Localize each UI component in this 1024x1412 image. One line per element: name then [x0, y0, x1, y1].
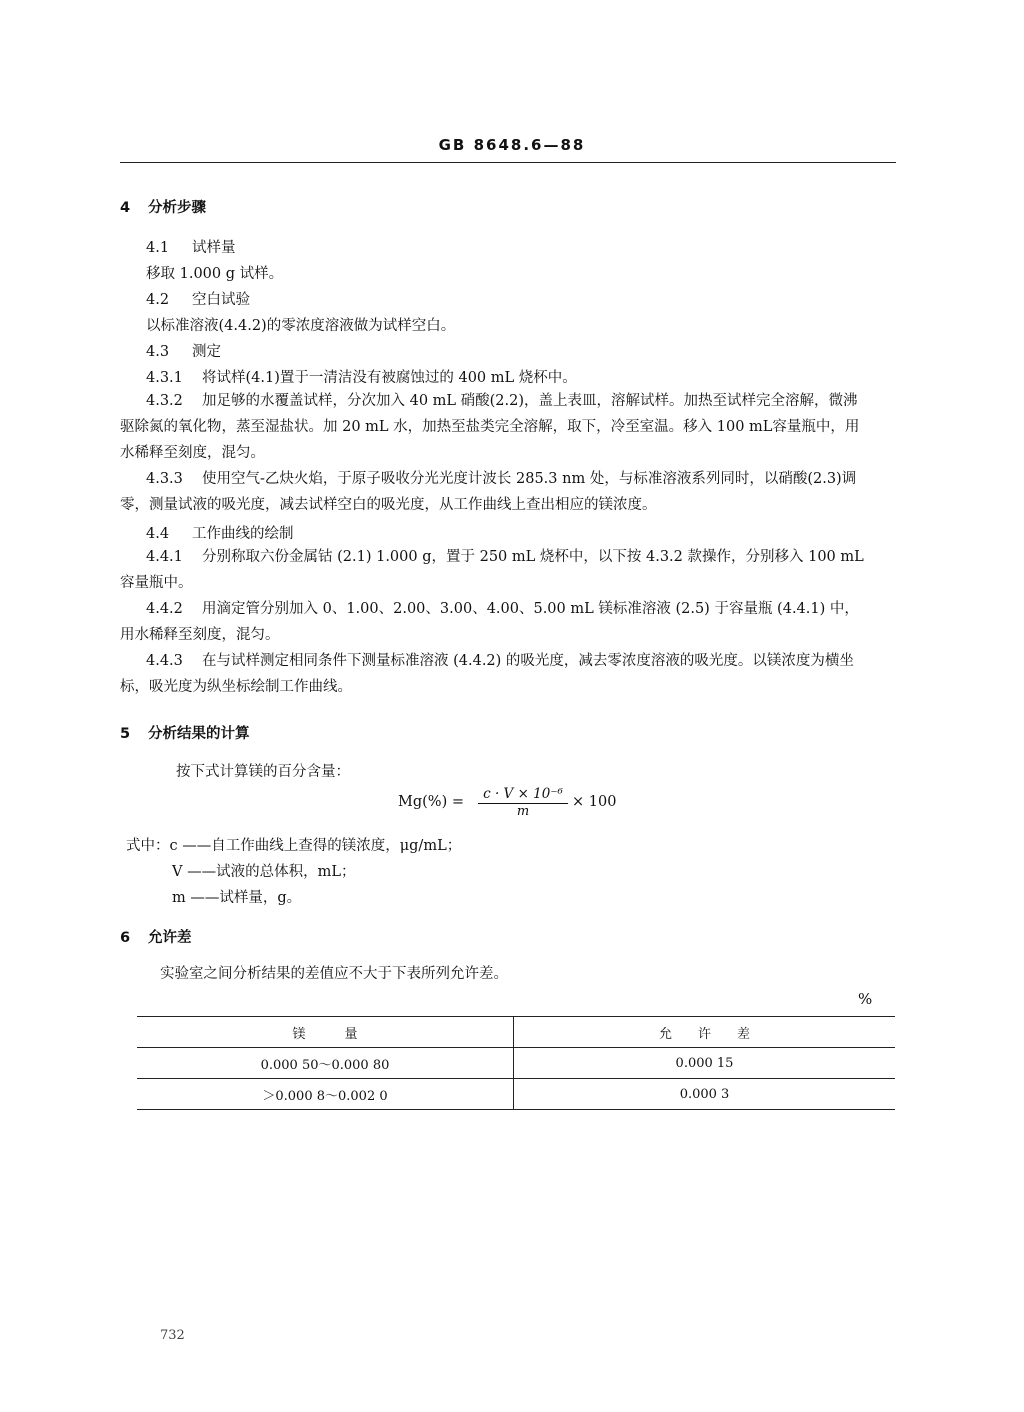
table-cell: 0.000 15 — [514, 1048, 896, 1079]
section-4-3-1 — [146, 366, 577, 387]
section-4-4-2 — [120, 596, 868, 648]
table-cell: ＞0.000 8～0.002 0 — [137, 1079, 514, 1110]
section-title: 工作曲线的绘制 — [192, 526, 294, 542]
section-number: 4.3.1 — [146, 370, 183, 386]
section-title: 空白试验 — [192, 292, 250, 308]
section-title: 试样量 — [192, 240, 236, 256]
table-header-cell: 允 许 差 — [514, 1017, 896, 1048]
section-number: 4.3.3 — [146, 471, 183, 487]
section-title: 分析步骤 — [148, 200, 206, 216]
section-number: 4.3.2 — [146, 393, 183, 409]
section-text: 将试样(4.1)置于一清洁没有被腐蚀过的 400 mL 烧杯中。 — [202, 370, 577, 386]
section-number: 6 — [120, 930, 131, 946]
formula-where-line-2: V ——试液的总体积，mL； — [172, 864, 356, 880]
formula-tail: × 100 — [572, 794, 617, 810]
table-row — [137, 1079, 895, 1110]
section-4-4-3 — [120, 648, 868, 700]
section-4-3-2 — [120, 388, 868, 466]
section-number: 5 — [120, 726, 131, 742]
formula-numerator: c · V × 10⁻⁶ — [478, 786, 568, 804]
section-4-2-heading — [146, 288, 250, 309]
table-cell: 0.000 3 — [514, 1079, 896, 1110]
header-rule — [120, 162, 896, 163]
formula-lhs: Mg(%) = — [398, 794, 464, 810]
section-4-1-text: 移取 1.000 g 试样。 — [146, 266, 284, 282]
section-text: 使用空气-乙炔火焰，于原子吸收分光光度计波长 285.3 nm 处，与标准溶液系列同时，以硝酸(2.3)调零，测量试液的吸光度，减去试样空白的吸光度，从工作曲线上查出相应的镁浓度。 — [120, 471, 857, 513]
section-number: 4.4 — [146, 526, 170, 542]
formula-fraction — [478, 786, 568, 819]
section-4-2-text: 以标准溶液(4.4.2)的零浓度溶液做为试样空白。 — [146, 318, 456, 334]
table-unit: % — [858, 990, 873, 1008]
table-row — [137, 1048, 895, 1079]
formula-where-line-1: 式中：c ——自工作曲线上查得的镁浓度，μg/mL； — [126, 838, 462, 854]
section-number: 4 — [120, 200, 131, 216]
section-6-intro: 实验室之间分析结果的差值应不大于下表所列允许差。 — [160, 966, 508, 982]
page-header-title: GB 8648.6—88 — [438, 136, 586, 154]
section-title: 分析结果的计算 — [148, 726, 250, 742]
section-5-heading — [120, 722, 250, 743]
section-4-4-1 — [120, 544, 868, 596]
section-title: 测定 — [192, 344, 221, 360]
section-number: 4.4.1 — [146, 549, 183, 565]
section-text: 在与试样测定相同条件下测量标准溶液 (4.4.2) 的吸光度，减去零浓度溶液的吸光度。以镁浓度为横坐标，吸光度为纵坐标绘制工作曲线。 — [120, 653, 854, 695]
section-4-heading — [120, 196, 206, 217]
section-4-3-heading — [146, 340, 221, 361]
formula-denominator: m — [516, 804, 530, 819]
table-header-row — [137, 1017, 895, 1048]
section-text: 用滴定管分别加入 0、1.00、2.00、3.00、4.00、5.00 mL 镁标准溶液 (2.5) 于容量瓶 (4.4.1) 中，用水稀释至刻度，混匀。 — [120, 601, 859, 643]
table-cell: 0.000 50～0.000 80 — [137, 1048, 514, 1079]
section-number: 4.3 — [146, 344, 170, 360]
formula-where-line-3: m ——试样量，g。 — [172, 890, 302, 906]
section-number: 4.2 — [146, 292, 170, 308]
section-text: 分别称取六份金属钴 (2.1) 1.000 g，置于 250 mL 烧杯中，以下按 4.3.2 款操作，分别移入 100 mL 容量瓶中。 — [120, 549, 864, 591]
section-6-heading — [120, 926, 192, 947]
section-4-3-3 — [120, 466, 868, 518]
tolerance-table — [137, 1016, 895, 1110]
section-4-1-heading — [146, 236, 236, 257]
table-header-cell: 镁 量 — [137, 1017, 514, 1048]
section-4-4-heading — [146, 522, 294, 543]
section-number: 4.4.2 — [146, 601, 183, 617]
section-number: 4.1 — [146, 240, 170, 256]
section-number: 4.4.3 — [146, 653, 183, 669]
page-number: 732 — [160, 1328, 185, 1343]
section-5-intro: 按下式计算镁的百分含量： — [176, 764, 350, 780]
section-title: 允许差 — [148, 930, 192, 946]
section-text: 加足够的水覆盖试样，分次加入 40 mL 硝酸(2.2)，盖上表皿，溶解试样。加热至试样完全溶解，微沸驱除氮的氧化物，蒸至湿盐状。加 20 mL 水，加热至盐类完全溶解，取下，冷至室温。移入 100 mL容量瓶中，用水稀释至刻度，混匀。 — [120, 393, 860, 461]
